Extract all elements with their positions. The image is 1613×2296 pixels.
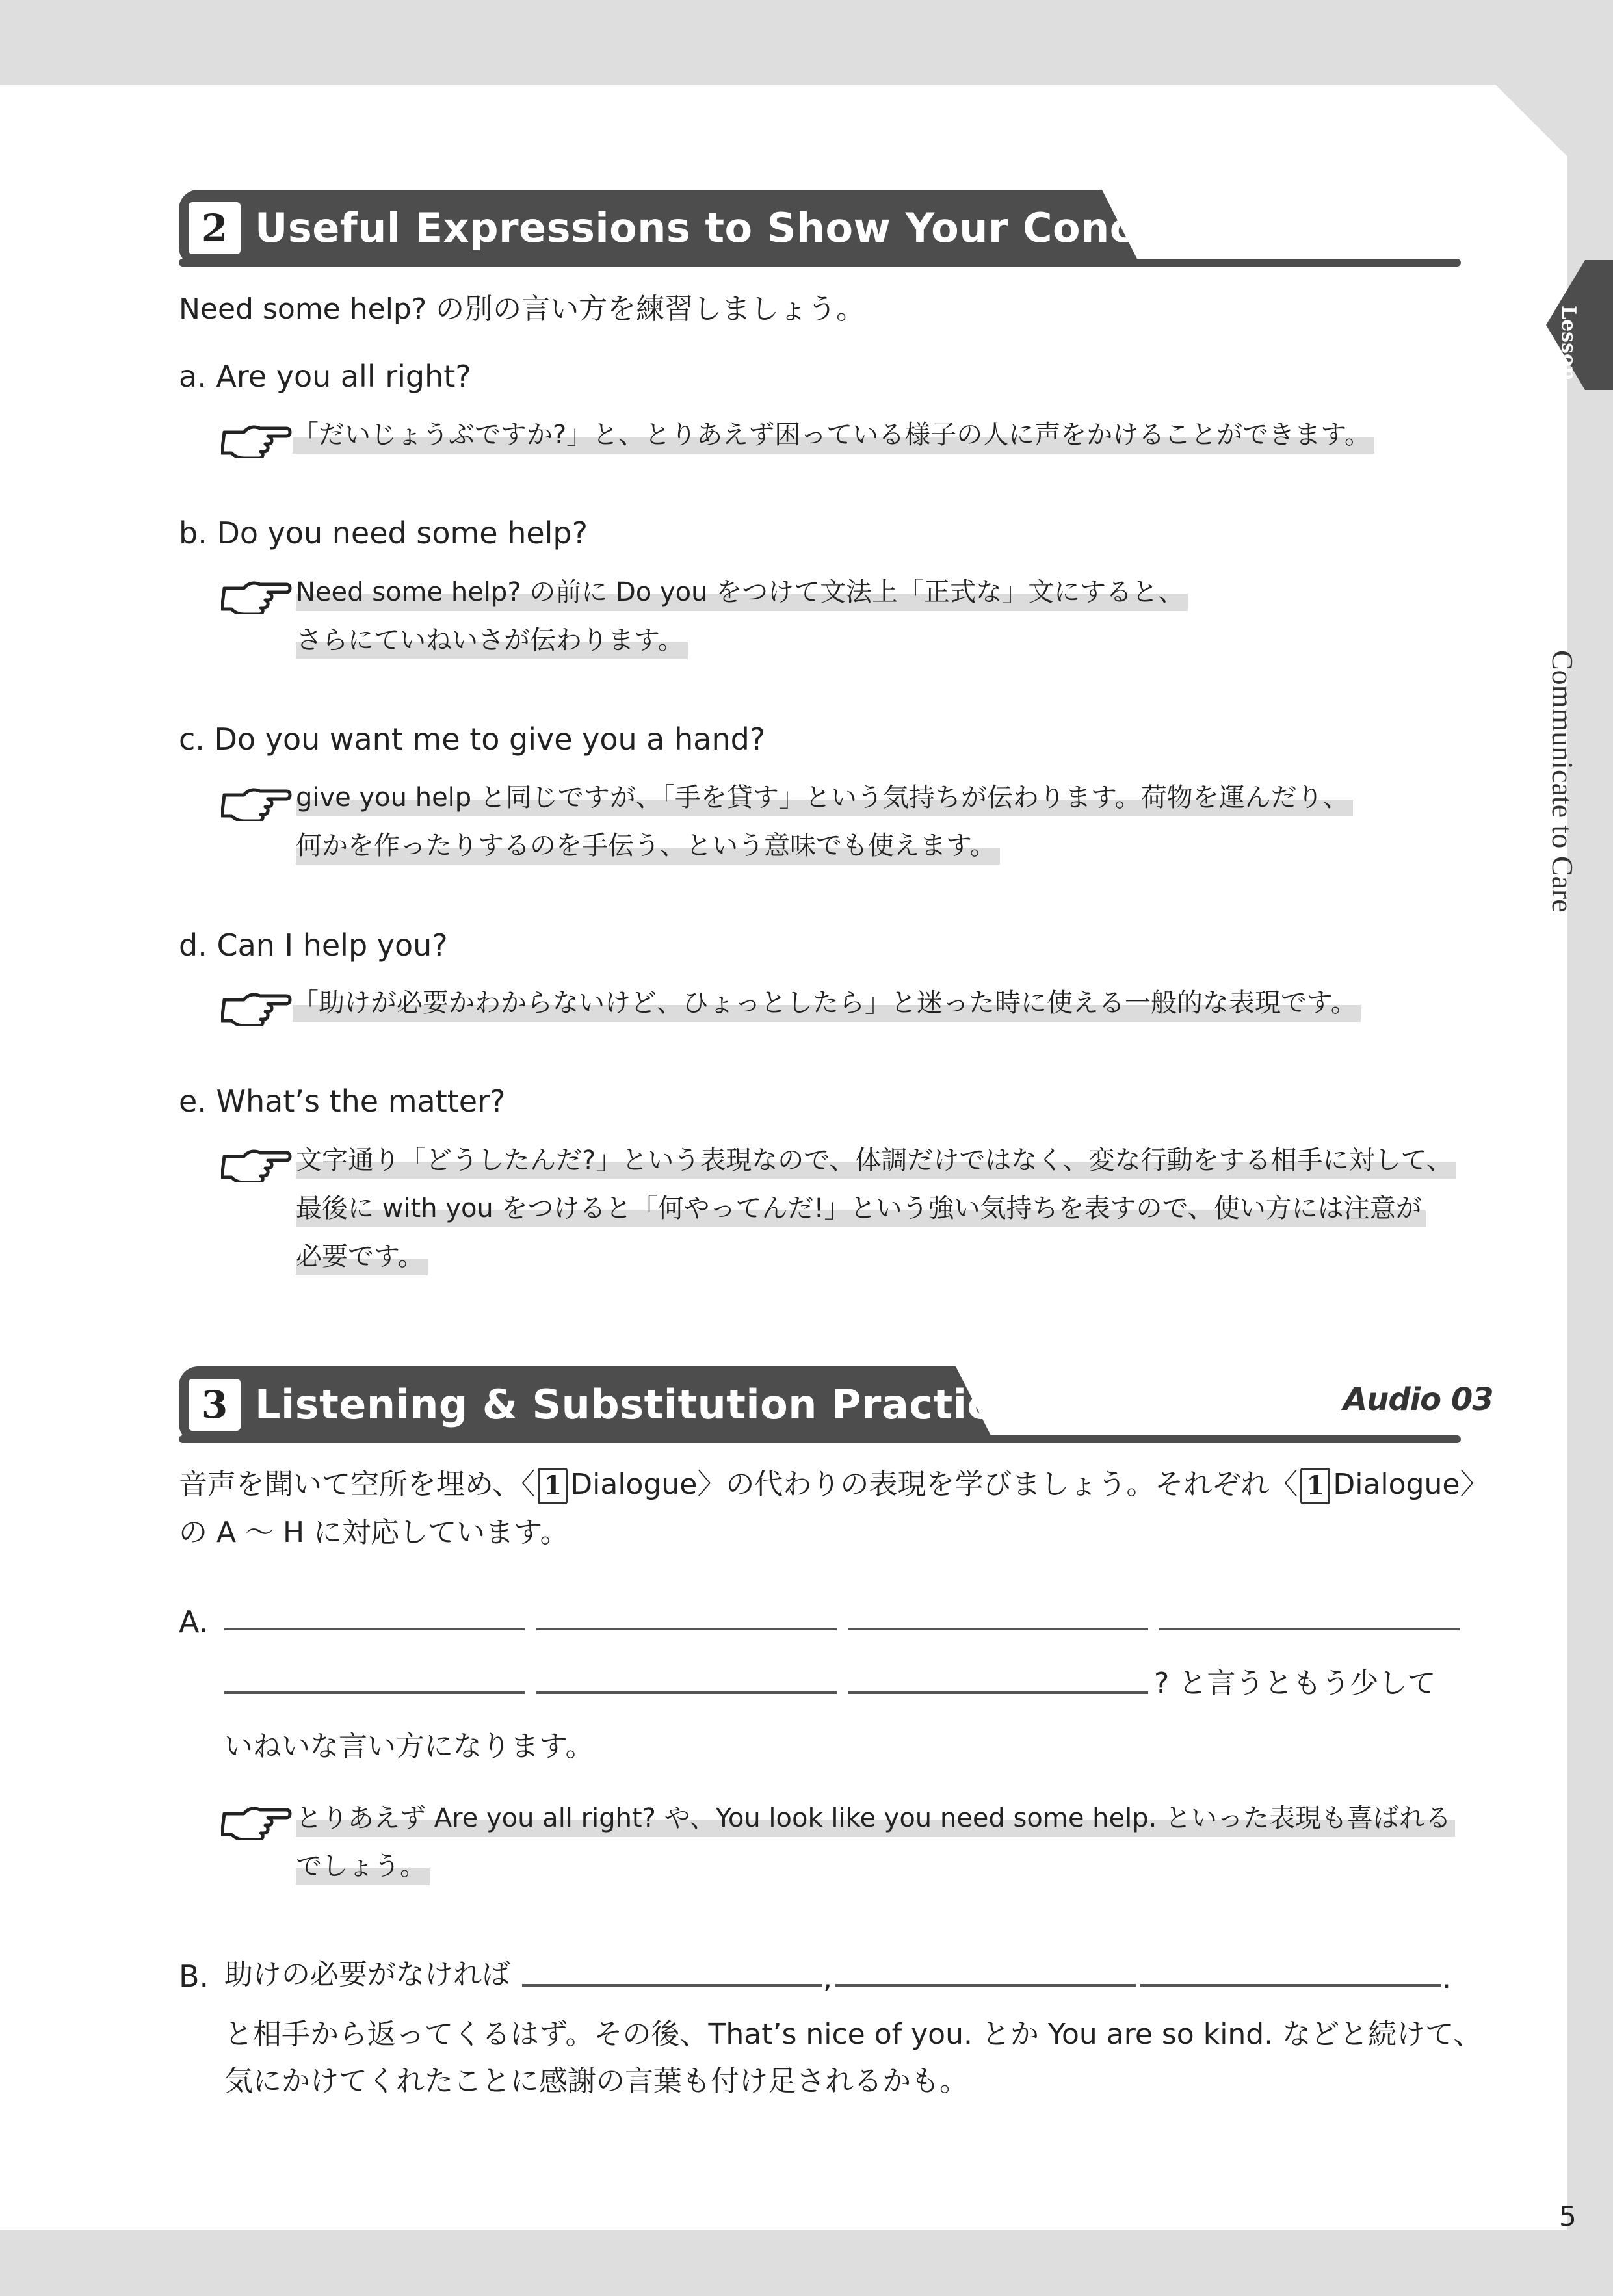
answer-blank[interactable] — [536, 1691, 837, 1694]
section-3-number: 3 — [189, 1379, 241, 1431]
intro-text-part: Dialogue〉 — [1333, 1468, 1489, 1501]
pointing-hand-icon — [221, 575, 293, 614]
exercise-b-lead: 助けの必要がなければ — [224, 1958, 510, 1991]
intro-text-part: Dialogue〉の代わりの表現を学びましょう。それぞれ〈 — [570, 1468, 1298, 1501]
pointing-hand-icon — [221, 782, 293, 821]
exercise-a-label: A. — [179, 1604, 209, 1639]
expression-e: e. What’s the matter? — [179, 1084, 506, 1119]
note-A-2: でしょう。 — [296, 1847, 430, 1885]
note-d-1: 「助けが必要かわからないけど、ひょっとしたら」と迷った時に使える一般的な表現です。 — [293, 984, 1361, 1022]
section-3-title: Listening & Substitution Practice — [255, 1381, 1019, 1428]
section-3-intro — [179, 1464, 1488, 1506]
section-2-intro: Need some help? の別の言い方を練習しましょう。 — [179, 293, 865, 326]
note-c-2: 何かを作ったりするのを手伝う、という意味でも使えます。 — [296, 827, 1000, 865]
blank-period: . — [1442, 1962, 1451, 1995]
lesson-side-tab — [1546, 260, 1613, 2080]
dialogue-number-box: 1 — [538, 1468, 568, 1504]
pointing-hand-icon — [221, 1143, 293, 1182]
expression-d: d. Can I help you? — [179, 928, 448, 963]
answer-blank[interactable] — [1159, 1628, 1460, 1630]
intro-text-part: 音声を聞いて空所を埋め、〈 — [179, 1468, 536, 1501]
answer-blank[interactable] — [224, 1628, 525, 1630]
section-2-number: 2 — [189, 202, 241, 254]
answer-blank[interactable] — [1140, 1984, 1441, 1987]
note-e-2: 最後に with you をつけると「何やってんだ!」という強い気持ちを表すので、使い方には注意が — [296, 1190, 1426, 1227]
note-c-1: give you help と同じですが、「手を貸す」という気持ちが伝わります。荷物を運んだり、 — [296, 779, 1353, 816]
pointing-hand-icon — [221, 1801, 293, 1840]
pointing-hand-icon — [221, 419, 293, 458]
page-number: 5 — [1559, 2200, 1577, 2232]
exercise-a-tail: ? と言うともう少して — [1154, 1667, 1436, 1700]
answer-blank[interactable] — [224, 1691, 525, 1694]
answer-blank[interactable] — [848, 1628, 1148, 1630]
expression-b: b. Do you need some help? — [179, 515, 588, 551]
exercise-b-label: B. — [179, 1959, 209, 1994]
note-b-2: さらにていねいさが伝わります。 — [296, 621, 688, 659]
answer-blank[interactable] — [536, 1628, 837, 1630]
note-e-1: 文字通り「どうしたんだ?」という表現なので、体調だけではなく、変な行動をする相手に対して、 — [296, 1141, 1456, 1179]
expression-a: a. Are you all right? — [179, 359, 471, 394]
answer-blank[interactable] — [835, 1984, 1136, 1987]
lesson-label: Lesson — [1557, 306, 1580, 381]
note-b-1: Need some help? の前に Do you をつけて文法上「正式な」文にすると、 — [296, 573, 1188, 611]
blank-comma: , — [823, 1962, 832, 1995]
note-A-1: とりあえず Are you all right? や、You look like you need some help. といった表現も喜ばれる — [296, 1799, 1455, 1837]
section-2-title: Useful Expressions to Show Your Concern — [255, 204, 1211, 252]
pointing-hand-icon — [221, 987, 293, 1026]
audio-track-label[interactable]: Audio 03 — [1343, 1381, 1493, 1418]
answer-blank[interactable] — [848, 1691, 1148, 1694]
note-e-3: 必要です。 — [296, 1238, 428, 1275]
lesson-number: 1 — [1527, 351, 1557, 369]
exercise-b-line3: 気にかけてくれたことに感謝の言葉も付け足されるかも。 — [224, 2065, 968, 2098]
exercise-a-line3: いねいな言い方になります。 — [224, 1730, 594, 1763]
section-3-intro-line2: の A 〜 H に対応しています。 — [179, 1516, 569, 1549]
exercise-b-line2: と相手から返ってくるはず。その後、That’s nice of you. とか You are so kind. などと続けて、 — [224, 2018, 1482, 2051]
dialogue-number-box: 1 — [1300, 1468, 1330, 1504]
lesson-title-vertical: Communicate to Care — [1546, 650, 1579, 913]
note-a-1: 「だいじょうぶですか?」と、とりあえず困っている様子の人に声をかけることができます。 — [293, 416, 1374, 454]
expression-c: c. Do you want me to give you a hand? — [179, 722, 766, 757]
answer-blank[interactable] — [522, 1984, 822, 1987]
